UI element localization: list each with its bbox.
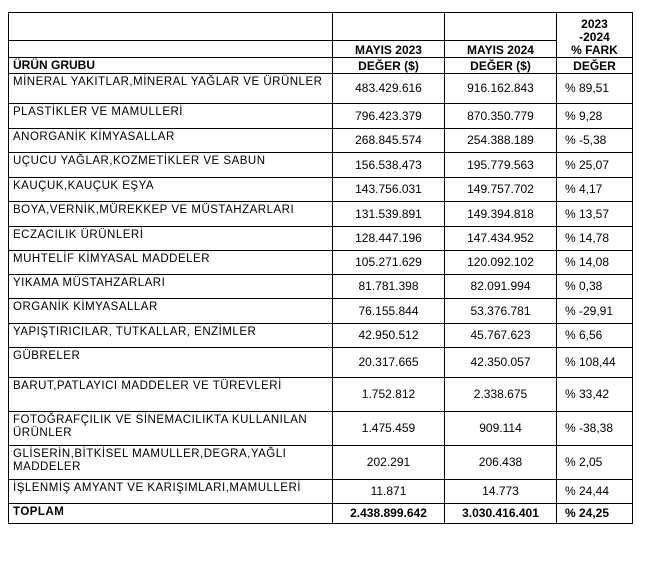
table-row xyxy=(9,378,633,412)
table-row xyxy=(9,153,633,178)
value-2023: 42.950.512 xyxy=(333,324,445,348)
product-group-name: BARUT,PATLAYICI MADDELER VE TÜREVLERİ xyxy=(9,378,333,412)
table-row xyxy=(9,129,633,153)
table-row xyxy=(9,251,633,275)
product-group-name: ECZACILIK ÜRÜNLERİ xyxy=(9,227,333,251)
export-table-container xyxy=(8,12,633,524)
percent-change: % -29,91 xyxy=(557,299,633,324)
value-2024: 206.438 xyxy=(445,446,557,480)
header-row-top xyxy=(9,13,633,41)
header-2024-period: MAYIS 2024 xyxy=(445,41,557,58)
value-2024: 909.114 xyxy=(445,412,557,446)
table-row xyxy=(9,104,633,129)
value-2023: 131.539.891 xyxy=(333,202,445,227)
total-2023: 2.438.899.642 xyxy=(333,504,445,524)
value-2023: 20.317.665 xyxy=(333,348,445,378)
product-group-name: YIKAMA MÜSTAHZARLARI xyxy=(9,275,333,299)
table-row xyxy=(9,446,633,480)
value-2024: 149.757.702 xyxy=(445,178,557,202)
value-2023: 268.845.574 xyxy=(333,129,445,153)
value-2024: 870.350.779 xyxy=(445,104,557,129)
product-group-name: KAUÇUK,KAUÇUK EŞYA xyxy=(9,178,333,202)
percent-change: % 2,05 xyxy=(557,446,633,480)
header-empty-cell xyxy=(9,13,333,41)
value-2024: 45.767.623 xyxy=(445,324,557,348)
value-2023: 143.756.031 xyxy=(333,178,445,202)
value-2024: 916.162.843 xyxy=(445,74,557,104)
header-empty-cell xyxy=(445,13,557,41)
percent-change: % 6,56 xyxy=(557,324,633,348)
percent-change: % 25,07 xyxy=(557,153,633,178)
product-group-name: ANORGANİK KİMYASALLAR xyxy=(9,129,333,153)
total-label: TOPLAM xyxy=(9,504,333,524)
value-2024: 42.350.057 xyxy=(445,348,557,378)
total-row xyxy=(9,504,633,524)
value-2024: 254.388.189 xyxy=(445,129,557,153)
header-empty-cell xyxy=(333,13,445,41)
header-row-period xyxy=(9,41,633,58)
header-diff-label: % FARK xyxy=(571,43,618,57)
percent-change: % 4,17 xyxy=(557,178,633,202)
product-group-name: GÜBRELER xyxy=(9,348,333,378)
product-group-name: MİNERAL YAKITLAR,MİNERAL YAĞLAR VE ÜRÜNLER xyxy=(9,74,333,104)
table-row xyxy=(9,227,633,251)
table-row xyxy=(9,412,633,446)
percent-change: % 0,38 xyxy=(557,275,633,299)
table-row xyxy=(9,275,633,299)
header-diff-cell xyxy=(557,13,633,58)
product-group-name: İŞLENMİŞ AMYANT VE KARIŞIMLARI,MAMULLERİ xyxy=(9,480,333,504)
value-2024: 14.773 xyxy=(445,480,557,504)
value-2023: 76.155.844 xyxy=(333,299,445,324)
table-row xyxy=(9,178,633,202)
header-2023-period: MAYIS 2023 xyxy=(333,41,445,58)
value-2023: 1.752.812 xyxy=(333,378,445,412)
value-2024: 195.779.563 xyxy=(445,153,557,178)
value-2024: 149.394.818 xyxy=(445,202,557,227)
product-group-name: BOYA,VERNİK,MÜREKKEP VE MÜSTAHZARLARI xyxy=(9,202,333,227)
header-diff-unit: DEĞER xyxy=(557,58,633,74)
value-2023: 81.781.398 xyxy=(333,275,445,299)
product-group-name: ORGANİK KİMYASALLAR xyxy=(9,299,333,324)
table-row xyxy=(9,299,633,324)
percent-change: % -5,38 xyxy=(557,129,633,153)
table-row xyxy=(9,202,633,227)
total-2024: 3.030.416.401 xyxy=(445,504,557,524)
header-diff-year: 2023 xyxy=(581,17,608,31)
percent-change: % -38,38 xyxy=(557,412,633,446)
table-row xyxy=(9,74,633,104)
percent-change: % 108,44 xyxy=(557,348,633,378)
value-2023: 202.291 xyxy=(333,446,445,480)
table-row xyxy=(9,348,633,378)
header-2023-unit: DEĞER ($) xyxy=(333,58,445,74)
percent-change: % 24,44 xyxy=(557,480,633,504)
value-2023: 1.475.459 xyxy=(333,412,445,446)
percent-change: % 33,42 xyxy=(557,378,633,412)
value-2024: 82.091.994 xyxy=(445,275,557,299)
header-product-group: ÜRÜN GRUBU xyxy=(9,58,333,74)
value-2024: 120.092.102 xyxy=(445,251,557,275)
export-table xyxy=(8,12,633,524)
value-2023: 11.871 xyxy=(333,480,445,504)
header-2024-unit: DEĞER ($) xyxy=(445,58,557,74)
total-percent-change: % 24,25 xyxy=(557,504,633,524)
header-row-unit xyxy=(9,58,633,74)
product-group-name: YAPIŞTIRICILAR, TUTKALLAR, ENZİMLER xyxy=(9,324,333,348)
value-2024: 2.338.675 xyxy=(445,378,557,412)
value-2024: 53.376.781 xyxy=(445,299,557,324)
percent-change: % 14,08 xyxy=(557,251,633,275)
value-2023: 796.423.379 xyxy=(333,104,445,129)
header-diff-year2: -2024 xyxy=(579,30,610,44)
table-row xyxy=(9,480,633,504)
percent-change: % 89,51 xyxy=(557,74,633,104)
value-2023: 105.271.629 xyxy=(333,251,445,275)
product-group-name: PLASTİKLER VE MAMULLERİ xyxy=(9,104,333,129)
table-row xyxy=(9,324,633,348)
value-2023: 483.429.616 xyxy=(333,74,445,104)
percent-change: % 14,78 xyxy=(557,227,633,251)
value-2023: 156.538.473 xyxy=(333,153,445,178)
product-group-name: FOTOĞRAFÇILIK VE SİNEMACILIKTA KULLANILAN ÜRÜNLER xyxy=(9,412,333,446)
value-2024: 147.434.952 xyxy=(445,227,557,251)
product-group-name: GLİSERİN,BİTKİSEL MAMULLER,DEGRA,YAĞLI MADDELER xyxy=(9,446,333,480)
percent-change: % 9,28 xyxy=(557,104,633,129)
value-2023: 128.447.196 xyxy=(333,227,445,251)
percent-change: % 13,57 xyxy=(557,202,633,227)
product-group-name: MUHTELİF KİMYASAL MADDELER xyxy=(9,251,333,275)
header-empty-cell xyxy=(9,41,333,58)
product-group-name: UÇUCU YAĞLAR,KOZMETİKLER VE SABUN xyxy=(9,153,333,178)
